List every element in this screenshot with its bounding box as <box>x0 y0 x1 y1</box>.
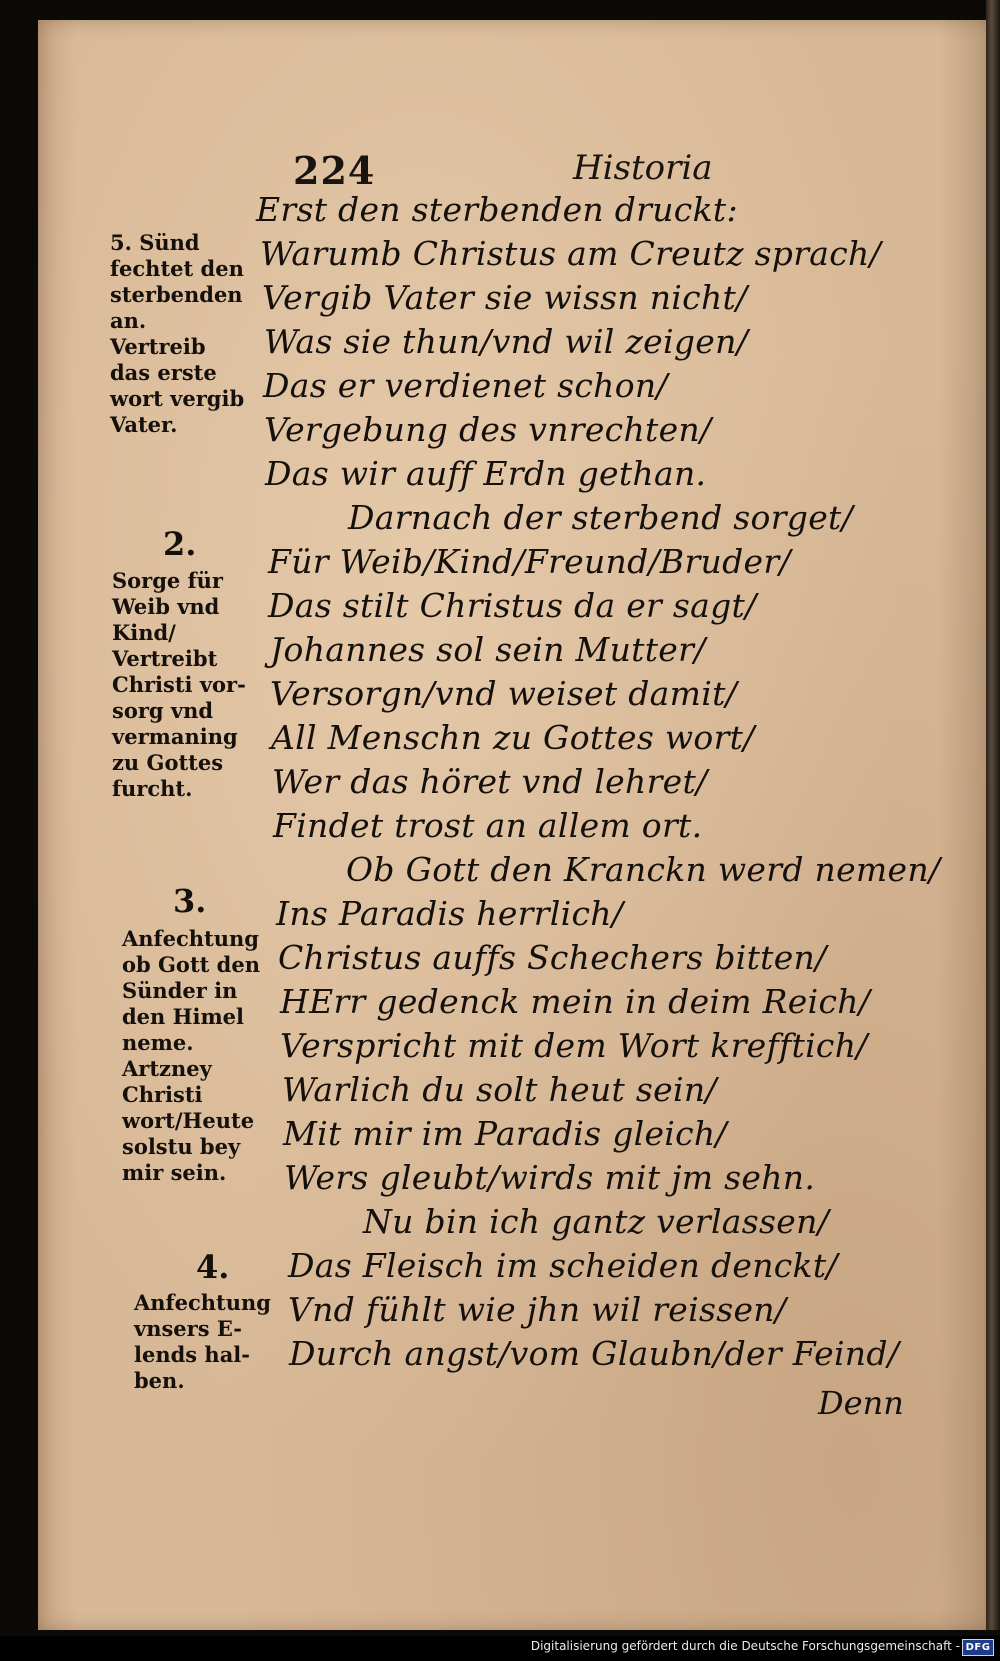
gloss-number: 3. <box>173 882 207 920</box>
gloss-line: Anfechtung <box>122 926 259 951</box>
verse-line: Findet trost an allem ort. <box>273 806 703 845</box>
gloss-line: das erste <box>110 360 217 385</box>
gloss-line: wort/Heute <box>122 1108 255 1133</box>
verse-line: Das stilt Christus da er sagt/ <box>268 586 757 625</box>
gloss-line: Sorge für <box>112 568 223 593</box>
gloss-line: lends hal- <box>134 1342 250 1367</box>
funding-credit: Digitalisierung gefördert durch die Deutsche Forschungsgemeinschaft - <box>530 1639 960 1653</box>
footer-bar <box>0 1636 1000 1661</box>
verse-line: All Menschn zu Gottes wort/ <box>271 718 755 757</box>
gloss-line: Artzney <box>122 1056 212 1081</box>
gloss-line: ob Gott den <box>122 952 260 977</box>
verse-line: Warlich du solt heut sein/ <box>282 1070 717 1109</box>
marginal-gloss <box>112 568 246 802</box>
gloss-line: vnsers E- <box>134 1316 242 1341</box>
verse-line: Vergebung des vnrechten/ <box>264 410 712 449</box>
verse-line: Ob Gott den Kranckn werd nemen/ <box>346 850 941 889</box>
verse-line: Darnach der sterbend sorget/ <box>348 498 854 537</box>
gloss-line: Kind/ <box>112 620 176 645</box>
verse-line: Verspricht mit dem Wort krefftich/ <box>280 1026 868 1065</box>
gloss-line: den Himel <box>122 1004 245 1029</box>
verse-line: Warumb Christus am Creutz sprach/ <box>260 234 882 273</box>
gloss-line: Weib vnd <box>112 594 220 619</box>
gloss-line: vermaning <box>112 724 238 749</box>
gloss-line: fechtet den <box>110 256 244 281</box>
verse-line: Wers gleubt/wirds mit jm sehn. <box>284 1158 816 1197</box>
book-binding-edge <box>986 0 1000 1630</box>
verse-line: Für Weib/Kind/Freund/Bruder/ <box>268 542 791 581</box>
gloss-line: sorg vnd <box>112 698 214 723</box>
verse-line: Erst den sterbenden druckt: <box>256 190 738 229</box>
verse-line: Nu bin ich gantz verlassen/ <box>363 1202 830 1241</box>
verse-line: Christus auffs Schechers bitten/ <box>278 938 827 977</box>
marginal-gloss <box>122 926 260 1186</box>
gloss-line: Christi vor- <box>112 672 246 697</box>
gloss-line: Christi <box>122 1082 203 1107</box>
verse-line: Vnd fühlt wie jhn wil reissen/ <box>288 1290 787 1329</box>
verse-line: HErr gedenck mein in deim Reich/ <box>280 982 871 1021</box>
verse-line: Das er verdienet schon/ <box>263 366 668 405</box>
verse-line: Johannes sol sein Mutter/ <box>270 630 706 669</box>
gloss-line: sterbenden <box>110 282 243 307</box>
marginal-gloss <box>110 230 244 438</box>
page-number: 224 <box>293 148 376 193</box>
gloss-number: 4. <box>196 1248 230 1286</box>
gloss-line: solstu bey <box>122 1134 241 1159</box>
gloss-line: ben. <box>134 1368 185 1393</box>
dfg-logo: DFG <box>962 1639 994 1656</box>
running-title: Historia <box>573 148 713 188</box>
verse-line: Vergib Vater sie wissn nicht/ <box>262 278 748 317</box>
gloss-line: wort vergib <box>110 386 245 411</box>
gloss-line: neme. <box>122 1030 194 1055</box>
verse-line: Durch angst/vom Glaubn/der Feind/ <box>289 1334 900 1373</box>
gloss-line: furcht. <box>112 776 193 801</box>
gloss-line: Sünder in <box>122 978 238 1003</box>
gloss-line: Vertreib <box>110 334 206 359</box>
book-page <box>38 20 996 1630</box>
gloss-line: 5. Sünd <box>110 230 200 255</box>
gloss-line: mir sein. <box>122 1160 227 1185</box>
verse-line: Mit mir im Paradis gleich/ <box>283 1114 727 1153</box>
gloss-number: 2. <box>163 525 197 563</box>
catchword: Denn <box>818 1384 904 1422</box>
verse-line: Das Fleisch im scheiden denckt/ <box>288 1246 838 1285</box>
gloss-line: zu Gottes <box>112 750 224 775</box>
gloss-line: an. <box>110 308 147 333</box>
verse-line: Wer das höret vnd lehret/ <box>272 762 708 801</box>
verse-line: Was sie thun/vnd wil zeigen/ <box>264 322 749 361</box>
verse-line: Ins Paradis herrlich/ <box>276 894 624 933</box>
gloss-line: Anfechtung <box>134 1290 271 1315</box>
gloss-line: Vater. <box>110 412 178 437</box>
verse-line: Das wir auff Erdn gethan. <box>265 454 707 493</box>
gloss-line: Vertreibt <box>112 646 218 671</box>
verse-line: Versorgn/vnd weiset damit/ <box>270 674 738 713</box>
marginal-gloss <box>134 1290 271 1394</box>
